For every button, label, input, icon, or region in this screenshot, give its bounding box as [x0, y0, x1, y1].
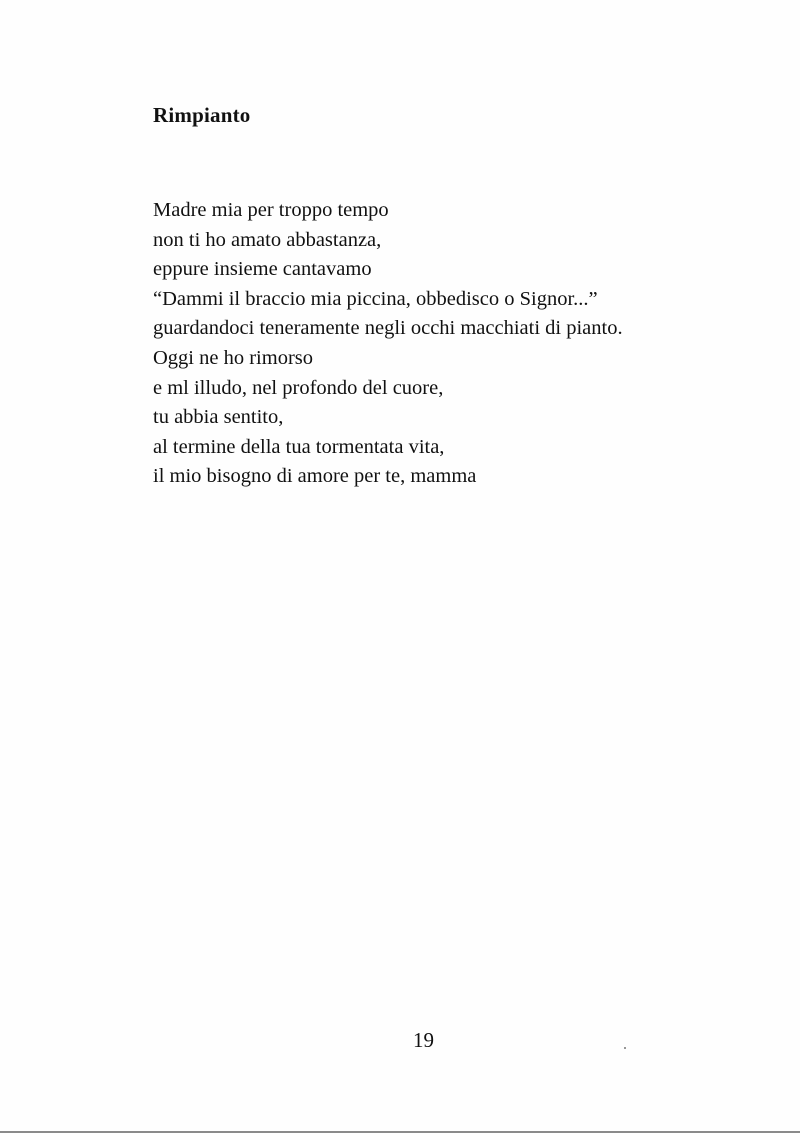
- poem-line: eppure insieme cantavamo: [153, 258, 372, 281]
- poem-line: Oggi ne ho rimorso: [153, 346, 313, 369]
- poem-title: Rimpianto: [153, 103, 251, 127]
- poem-line: guardandoci teneramente negli occhi macchiati di pianto.: [153, 317, 623, 340]
- scan-bottom-edge: [0, 1131, 800, 1133]
- poem-line: “Dammi il braccio mia piccina, obbedisco o Signor...”: [153, 287, 598, 310]
- poem-line: tu abbia sentito,: [153, 406, 284, 429]
- poem-line: non ti ho amato abbastanza,: [153, 228, 382, 251]
- scan-speck: [624, 1047, 626, 1049]
- poem-line: al termine della tua tormentata vita,: [153, 435, 445, 458]
- poem-line: Madre mia per troppo tempo: [153, 199, 389, 221]
- poem-line: il mio bisogno di amore per te, mamma: [153, 465, 477, 488]
- poem-body: [153, 196, 623, 492]
- page-number: 19: [413, 1028, 434, 1052]
- poem-line: e ml illudo, nel profondo del cuore,: [153, 376, 444, 399]
